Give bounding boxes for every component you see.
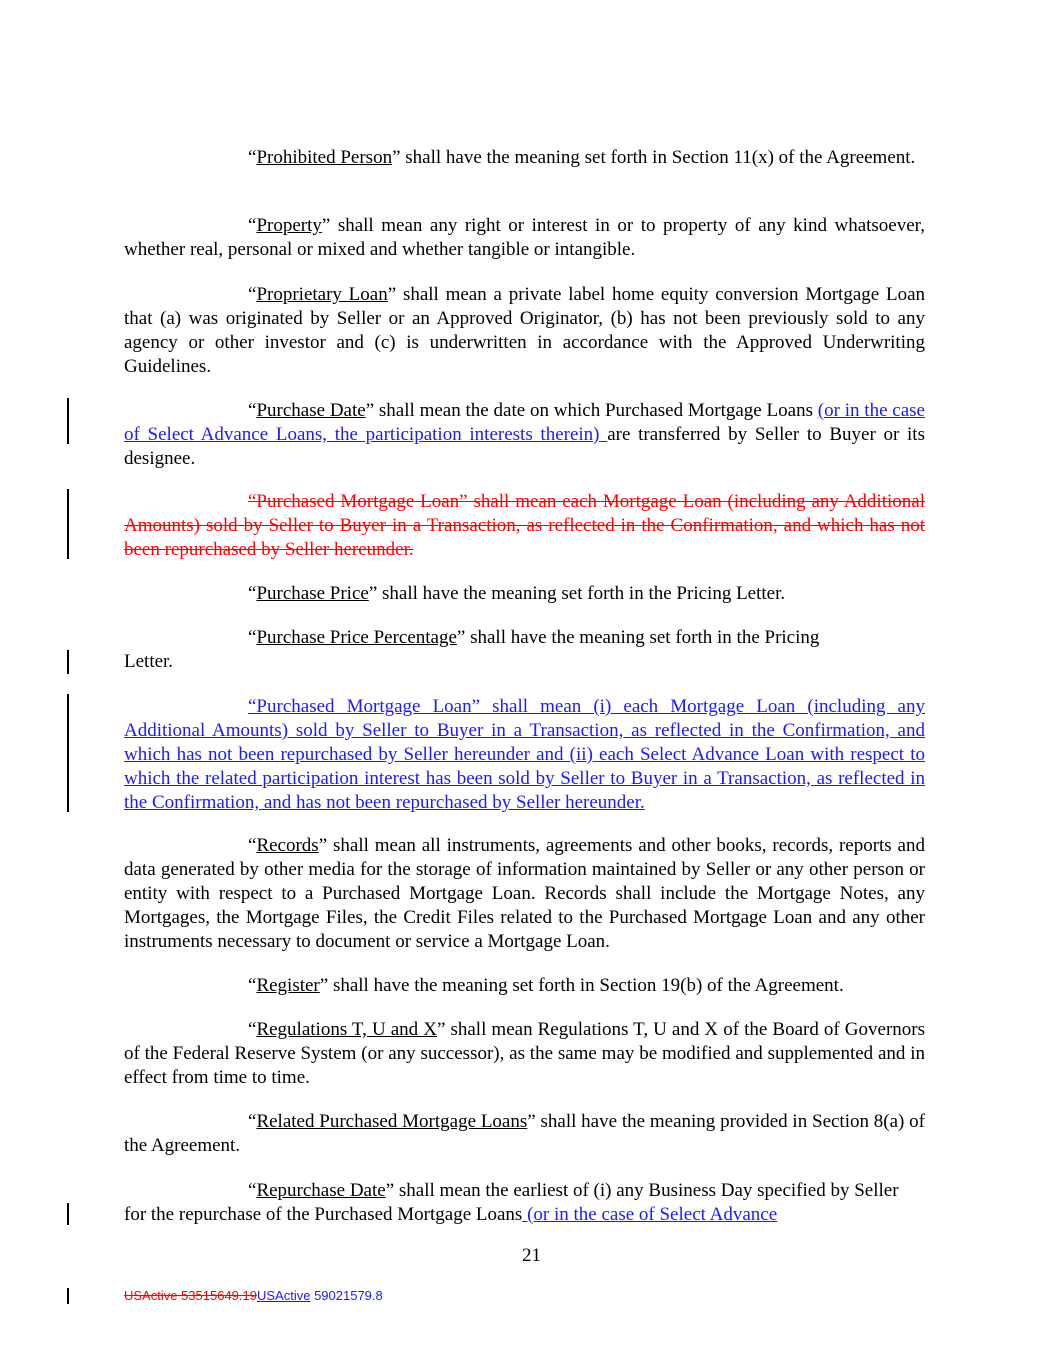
definition-purchase-price-percentage: “Purchase Price Percentage” shall have the meaning set forth in the Pricing Letter. [124, 627, 820, 672]
deleted-definition-purchased-mortgage-loan: “Purchased Mortgage Loan” shall mean each Mortgage Loan (including any Additional Amounts) sold by Seller to Buyer in a Transaction, as reflected in the Confirmation, and which has not been repurchased by Seller hereunder. [124, 491, 925, 560]
definition-purchase-price: “Purchase Price” shall have the meaning set forth in the Pricing Letter. [248, 583, 786, 604]
definition-records: “Records” shall mean all instruments, agreements and other books, records, reports and data generated by other media for the storage of information maintained by Seller or any other person or entity with respect to a Purchased Mortgage Loan. Records shall include the Mortgage Notes, any Mortgages, the Mortgage Files, the Credit Files related to the Purchased Mortgage Loan and any other instruments necessary to document or service a Mortgage Loan. [124, 835, 925, 952]
definition-purchase-date: “Purchase Date” shall mean the date on which Purchased Mortgage Loans (or in the case of Select Advance Loans, the participation interests therein) are transferred by Seller to Buyer or its designee. [124, 400, 925, 469]
document-footer [124, 1288, 383, 1304]
defined-term: Related Purchased Mortgage Loans [256, 1111, 528, 1132]
defined-term: Proprietary Loan [256, 284, 388, 305]
change-bar [67, 489, 69, 559]
defined-term: Register [256, 975, 320, 996]
inserted-text: (or in the case of Select Advance Loans, the participation interests therein) [124, 400, 925, 445]
defined-term: Purchase Price Percentage [256, 627, 457, 648]
defined-term: Purchase Date [256, 400, 366, 421]
page-number: 21 [522, 1245, 541, 1266]
change-bar [67, 650, 69, 674]
defined-term: Purchase Price [256, 583, 369, 604]
definition-proprietary-loan: “Proprietary Loan” shall mean a private label home equity conversion Mortgage Loan that (a) was originated by Seller or an Approved Originator, (b) has not been previously sold to any agency or other investor and (c) is underwritten in accordance with the Approved Underwriting Guidelines. [124, 284, 926, 377]
change-bar [67, 1288, 69, 1304]
defined-term: Repurchase Date [256, 1180, 386, 1201]
change-bar [67, 1203, 69, 1225]
change-bar [67, 398, 69, 444]
definition-repurchase-date: “Repurchase Date” shall mean the earliest of (i) any Business Day specified by Seller for the repurchase of the Purchased Mortgage Loans (or in the case of Select Advance [124, 1180, 899, 1225]
change-bar [67, 694, 69, 812]
definition-register: “Register” shall have the meaning set forth in Section 19(b) of the Agreement. [248, 975, 844, 996]
defined-term: Prohibited Person [256, 147, 393, 168]
definition-prohibited-person: “Prohibited Person” shall have the meaning set forth in Section 11(x) of the Agreement. [248, 147, 916, 168]
defined-term: Records [256, 835, 319, 856]
footer-deleted-id: USActive 53515649.19 [124, 1288, 257, 1303]
inserted-text: (or in the case of Select Advance [522, 1204, 778, 1225]
footer-inserted-id: USActive [256, 1288, 311, 1303]
defined-term: Property [256, 215, 322, 236]
definition-regulations-t-u-x: “Regulations T, U and X” shall mean Regulations T, U and X of the Board of Governors of the Federal Reserve System (or any successor), as the same may be modified and supplemented and in effect from time to time. [124, 1019, 926, 1088]
inserted-definition-purchased-mortgage-loan: “Purchased Mortgage Loan” shall mean (i) each Mortgage Loan (including any Additional Amounts) sold by Seller to Buyer in a Transaction, as reflected in the Confirmation, and which has not been repurchased by Seller hereunder and (ii) each Select Advance Loan with respect to which the related participation interest has been sold by Seller to Buyer in a Transaction, as reflected in the Confirmation, and has not been repurchased by Seller hereunder. [124, 696, 925, 813]
footer-doc-number: 59021579.8 [310, 1288, 383, 1303]
defined-term: Regulations T, U and X [256, 1019, 437, 1040]
definition-related-purchased-mortgage-loans: “Related Purchased Mortgage Loans” shall have the meaning provided in Section 8(a) of the Agreement. [124, 1111, 926, 1156]
definition-property: “Property” shall mean any right or interest in or to property of any kind whatsoever, whether real, personal or mixed and whether tangible or intangible. [124, 215, 925, 260]
